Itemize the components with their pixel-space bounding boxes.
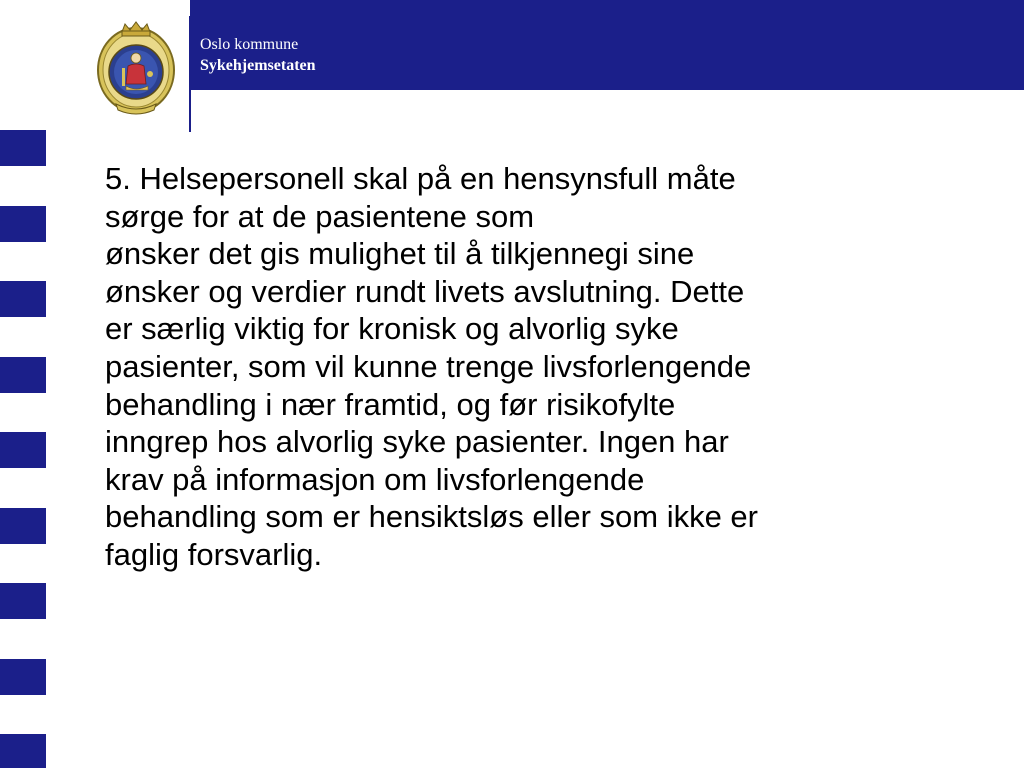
body-line: 5. Helsepersonell skal på en hensynsfull måte xyxy=(105,161,736,196)
side-square xyxy=(0,130,46,166)
body-line: behandling som er hensiktsløs eller som ikke er xyxy=(105,499,758,535)
body-line: ønsker og verdier rundt livets avslutning. Dette xyxy=(105,273,745,309)
oslo-coat-of-arms-icon xyxy=(92,18,180,118)
body-line: behandling i nær framtid, og før risikofylte xyxy=(105,386,676,422)
body-line: ønsker det gis mulighet til å tilkjennegi sine xyxy=(105,236,695,272)
side-decoration xyxy=(0,130,48,768)
header-divider xyxy=(189,16,191,132)
side-square xyxy=(0,281,46,317)
org-label xyxy=(200,34,316,76)
body-line: faglig forsvarlig. xyxy=(105,536,323,572)
side-square xyxy=(0,432,46,468)
body-line: inngrep hos alvorlig syke pasienter. Ingen har xyxy=(105,424,729,460)
side-square xyxy=(0,734,46,768)
slide-body-text xyxy=(105,160,985,574)
side-square xyxy=(0,357,46,393)
body-line: pasienter, som vil kunne trenge livsforlengende xyxy=(105,348,752,384)
body-line: er særlig viktig for kronisk og alvorlig syke xyxy=(105,311,679,347)
side-square xyxy=(0,659,46,695)
body-line: krav på informasjon om livsforlengende xyxy=(105,461,645,497)
org-name: Oslo kommune xyxy=(200,36,299,53)
side-square xyxy=(0,583,46,619)
side-square xyxy=(0,508,46,544)
body-line: sørge for at de pasientene som xyxy=(105,198,535,234)
side-square xyxy=(0,206,46,242)
department-name: Sykehjemsetaten xyxy=(200,57,316,74)
